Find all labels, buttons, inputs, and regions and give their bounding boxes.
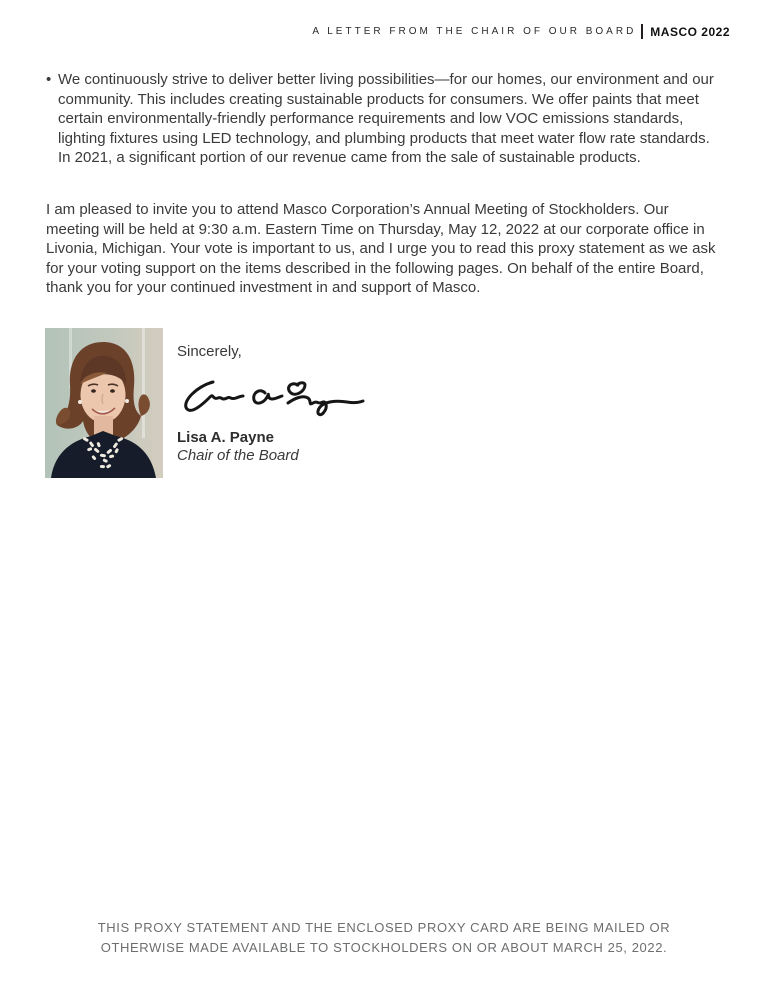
- mailing-notice-line2: OTHERWISE MADE AVAILABLE TO STOCKHOLDERS ON OR ABOUT MARCH 25, 2022.: [100, 940, 668, 955]
- closing-salutation: Sincerely,: [177, 343, 242, 360]
- header-brand: MASCO 2022: [650, 24, 730, 39]
- mailing-notice-line1: THIS PROXY STATEMENT AND THE ENCLOSED PROXY CARD ARE BEING MAILED OR: [97, 920, 671, 935]
- header-eyebrow: A LETTER FROM THE CHAIR OF OUR BOARD: [312, 26, 637, 37]
- signature-column: [177, 328, 377, 478]
- invitation-paragraph: I am pleased to invite you to attend Masco Corporation’s Annual Meeting of Stockholders. Our meeting will be held at 9:30 a.m. Eastern Time on Thursday, May 12, 2022 at our corporate office in Livonia, Michigan. Your vote is important to us, and I urge you to read this proxy statement as we ask for your voting support on the items described in the following pages. On behalf of the entire Board, thank you for your continued investment in and support of Masco.: [46, 201, 716, 297]
- signature-image: [177, 372, 377, 427]
- chair-portrait-photo: [45, 328, 163, 478]
- signatory-title: Chair of the Board: [177, 447, 299, 464]
- bullet-paragraph-text: We continuously strive to deliver better living possibilities—for our homes, our environment and our community. This includes creating sustainable products for consumers. We offer paints that meet certain environmentally-friendly performance requirements and low VOC emissions standards, lighting fixtures using LED technology, and plumbing products that meet water flow rate standards. In 2021, a significant portion of our revenue came from the sale of sustainable products.: [58, 71, 714, 167]
- bullet-paragraph: [46, 70, 724, 168]
- signature-block: [45, 328, 377, 478]
- bullet-marker: •: [46, 71, 52, 88]
- mailing-notice: [0, 918, 768, 958]
- page-header: [312, 24, 730, 39]
- signatory-name: Lisa A. Payne: [177, 429, 274, 446]
- header-divider: [641, 24, 643, 39]
